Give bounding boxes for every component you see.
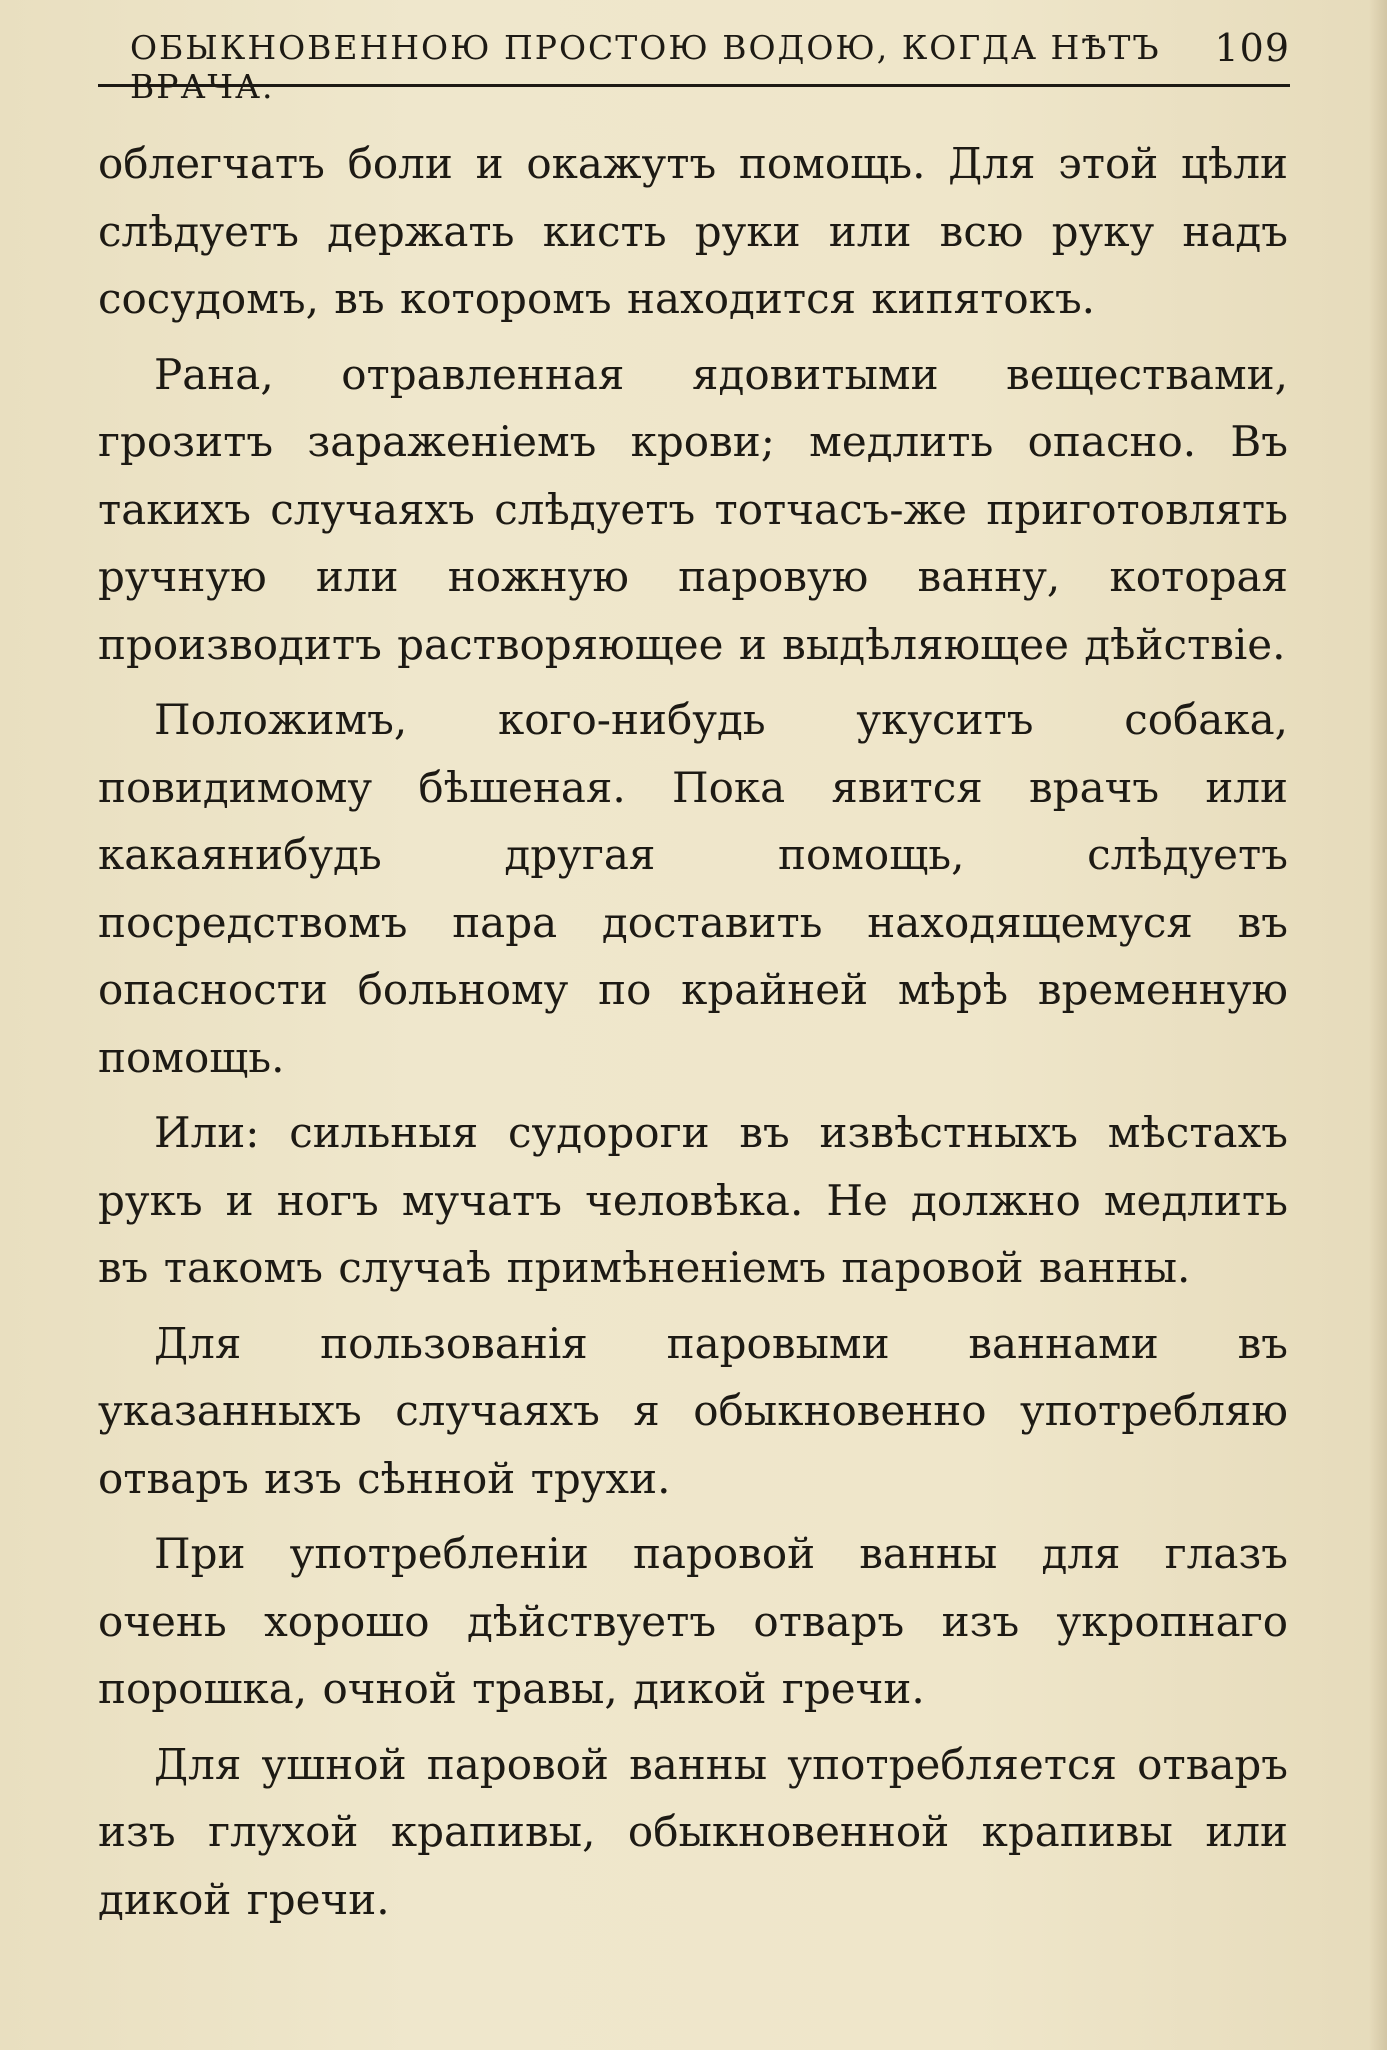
page-header (98, 26, 1290, 106)
page-number: 109 (1214, 26, 1290, 70)
paragraph-5: Для пользованія паровыми ваннами въ указанныхъ случаяхъ я обыкновенно употребляю отваръ изъ сѣнной трухи. (98, 1318, 1288, 1503)
paragraph-2: Рана, отравленная ядовитыми веществами, грозитъ зараженіемъ крови; медлить опасно. Въ такихъ случаяхъ слѣдуетъ тотчасъ-же приготовлять ручную или ножную паровую ванну, которая производитъ растворяющее и выдѣляющее дѣйствіе. (98, 349, 1288, 669)
paragraph-7: Для ушной паровой ванны употребляется отваръ изъ глухой крапивы, обыкновенной крапивы или дикой гречи. (98, 1739, 1288, 1924)
paragraph-4: Или: сильныя судороги въ извѣстныхъ мѣстахъ рукъ и ногъ мучатъ человѣка. Не должно медлить въ такомъ случаѣ примѣненіемъ паровой ванны. (98, 1108, 1288, 1292)
paragraph-6: При употребленіи паровой ванны для глазъ очень хорошо дѣйствуетъ отваръ изъ укропнаго порошка, очной травы, дикой гречи. (98, 1529, 1288, 1713)
header-rule (98, 84, 1290, 87)
body-text (98, 130, 1288, 1941)
running-title: ОБЫКНОВЕННОЮ ПРОСТОЮ ВОДОЮ, КОГДА НѢТЪ ВРАЧА. (130, 28, 1161, 106)
paragraph-1: облегчатъ боли и окажутъ помощь. Для этой цѣли слѣдуетъ держать кисть руки или всю руку надъ сосудомъ, въ которомъ находится кипятокъ. (98, 139, 1288, 323)
page-edge-shadow (1369, 0, 1387, 2050)
paragraph-3: Положимъ, кого-нибудь укуситъ собака, повидимому бѣшеная. Пока явится врачъ или какаянибудь другая помощь, слѣдуетъ посредствомъ пара доставить находящемуся въ опасности больному по крайней мѣрѣ временную помощь. (98, 695, 1288, 1082)
